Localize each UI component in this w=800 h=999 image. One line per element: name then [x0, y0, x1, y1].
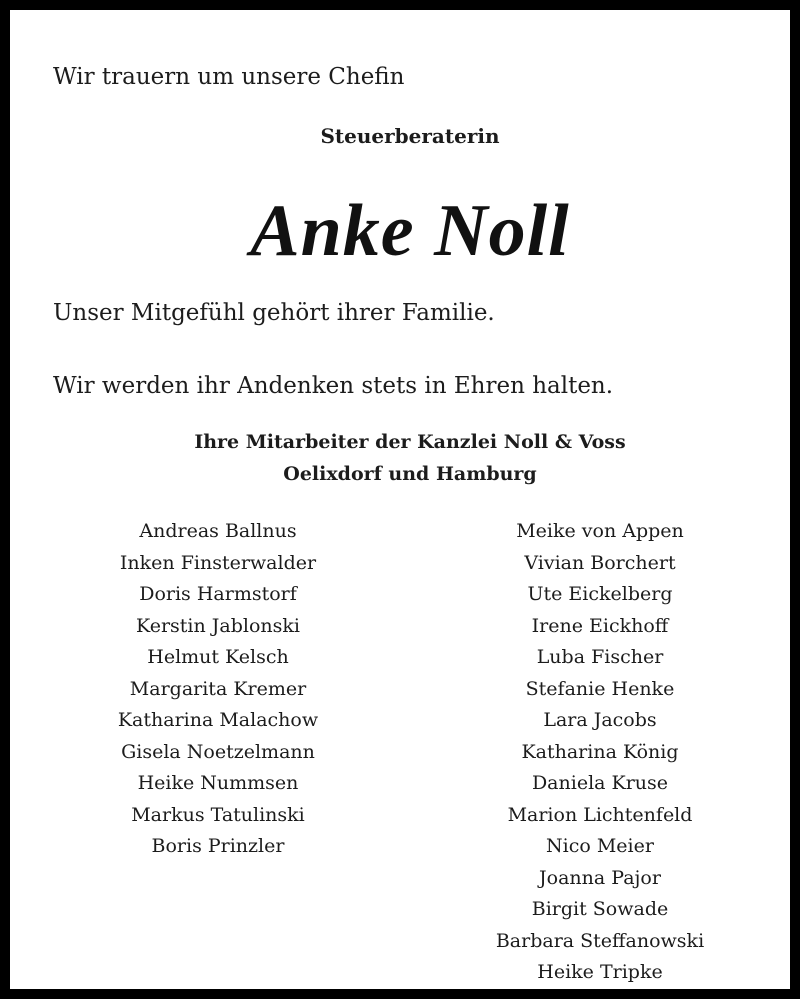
remembrance-line: Wir werden ihr Andenken stets in Ehren halten. [53, 373, 614, 399]
list-item: Heike Nummsen [137, 772, 299, 794]
list-item: Marion Lichtenfeld [507, 803, 693, 826]
list-item: Meike von Appen [516, 520, 684, 542]
list-item: Heike Tripke [537, 961, 663, 983]
list-item: Gisela Noetzelmann [121, 740, 315, 763]
list-item: Birgit Sowade [531, 898, 669, 920]
list-item: Andreas Ballnus [139, 520, 297, 542]
list-item: Inken Finsterwalder [119, 551, 317, 574]
names-list-right [435, 516, 765, 989]
list-item: Doris Harmstorf [139, 583, 297, 605]
list-item: Boris Prinzler [151, 835, 285, 857]
list-item: Barbara Steffanowski [495, 929, 705, 952]
signoff-locations: Oelixdorf und Hamburg [283, 463, 537, 485]
list-item: Nico Meier [546, 835, 654, 857]
professional-title: Steuerberaterin [320, 124, 500, 148]
signoff-firm: Ihre Mitarbeiter der Kanzlei Noll & Voss [194, 431, 626, 453]
list-item: Vivian Borchert [524, 551, 676, 574]
list-item: Stefanie Henke [525, 677, 675, 700]
list-item: Katharina König [521, 740, 679, 763]
list-item: Luba Fischer [536, 646, 664, 668]
deceased-name: Anke Noll [250, 190, 570, 272]
list-item: Daniela Kruse [531, 772, 669, 794]
list-item: Markus Tatulinski [131, 803, 305, 826]
list-item: Lara Jacobs [543, 709, 657, 731]
condolence-line: Unser Mitgefühl gehört ihrer Familie. [53, 300, 495, 326]
list-item: Kerstin Jablonski [136, 614, 300, 637]
intro-line: Wir trauern um unsere Chefin [53, 64, 405, 90]
list-item: Ute Eickelberg [527, 583, 673, 605]
list-item: Katharina Malachow [117, 709, 319, 731]
list-item: Joanna Pajor [539, 866, 661, 889]
list-item: Helmut Kelsch [147, 646, 289, 668]
list-item: Margarita Kremer [129, 677, 307, 700]
list-item: Irene Eickhoff [531, 614, 669, 637]
names-list-left [53, 516, 383, 863]
